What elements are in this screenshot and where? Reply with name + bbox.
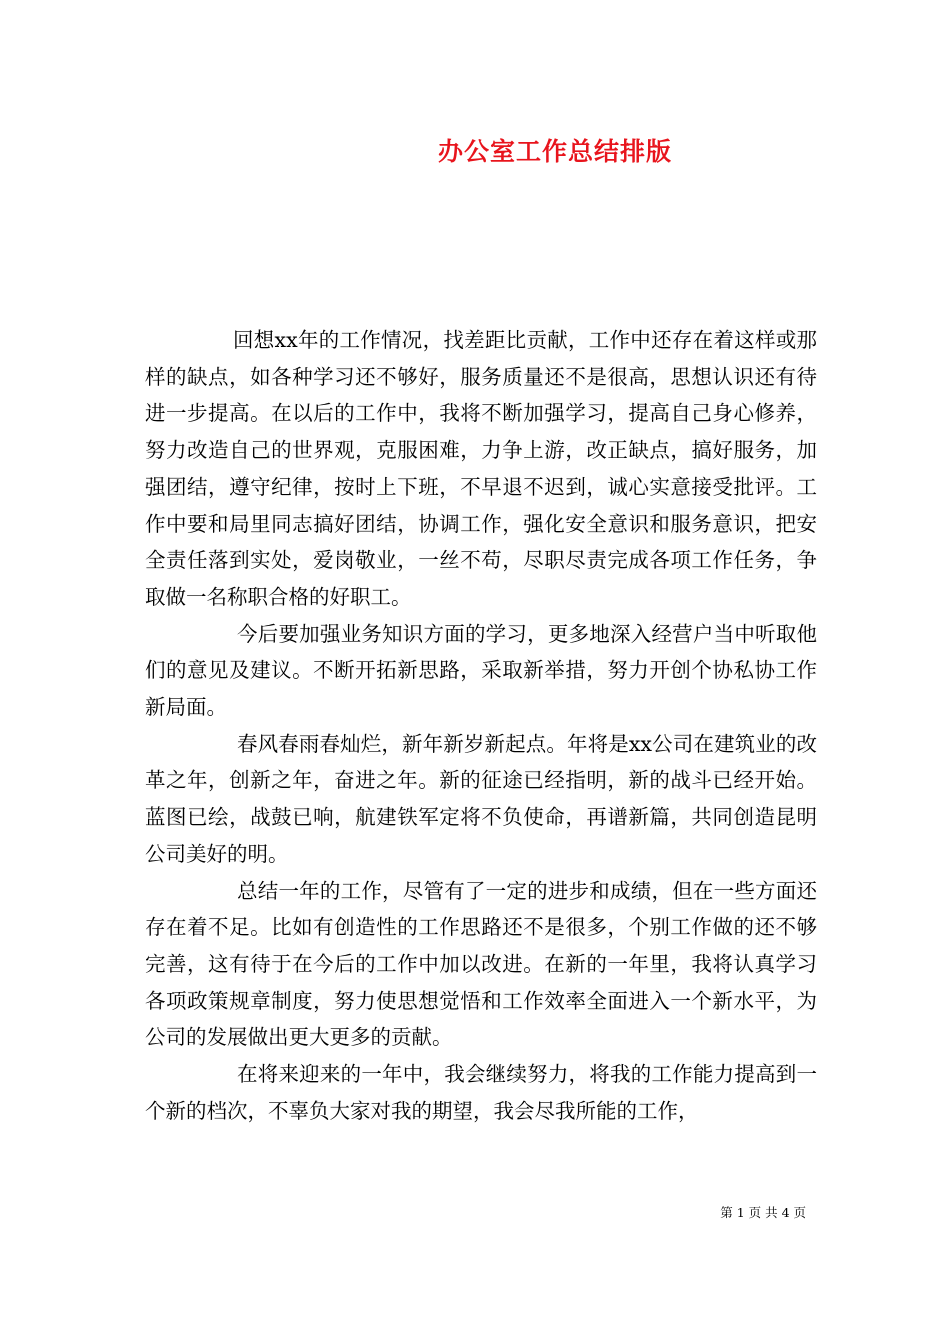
paragraph-4: 总结一年的工作，尽管有了一定的进步和成绩，但在一些方面还存在着不足。比如有创造性的工作思路还不是很多，个别工作做的还不够完善，这有待于在今后的工作中加以改进。在新的一年里，我将认真学习各项政策规章制度，努力使思想觉悟和工作效率全面进入一个新水平，为公司的发展做出更大更多的贡献。 [145, 878, 817, 1050]
paragraph-3: 春风春雨春灿烂，新年新岁新起点。年将是xx公司在建筑业的改革之年，创新之年，奋进之年。新的征途已经指明，新的战斗已经开始。蓝图已绘，战鼓已响，航建铁军定将不负使命，再谱新篇，共同创造昆明公司美好的明。 [145, 731, 817, 866]
paragraph-5: 在将来迎来的一年中，我会继续努力，将我的工作能力提高到一个新的档次，不辜负大家对我的期望，我会尽我所能的工作， [145, 1062, 817, 1123]
document-body [145, 322, 817, 1129]
paragraph-2: 今后要加强业务知识方面的学习，更多地深入经营户当中听取他们的意见及建议。不断开拓新思路，采取新举措，努力开创个协私协工作新局面。 [145, 621, 817, 720]
document-title: 办公室工作总结排版 [437, 137, 672, 166]
paragraph-1: 回想xx年的工作情况，找差距比贡献，工作中还存在着这样或那样的缺点，如各种学习还不够好，服务质量还不是很高，思想认识还有待进一步提高。在以后的工作中，我将不断加强学习，提高自己身心修养，努力改造自己的世界观，克服困难，力争上游，改正缺点，搞好服务，加强团结，遵守纪律，按时上下班，不早退不迟到，诚心实意接受批评。工作中要和局里同志搞好团结，协调工作，强化安全意识和服务意识，把安全责任落到实处，爱岗敬业，一丝不苟，尽职尽责完成各项工作任务，争取做一名称职合格的好职工。 [145, 328, 817, 609]
page-number-footer: 第 1 页 共 4 页 [720, 1205, 806, 1220]
